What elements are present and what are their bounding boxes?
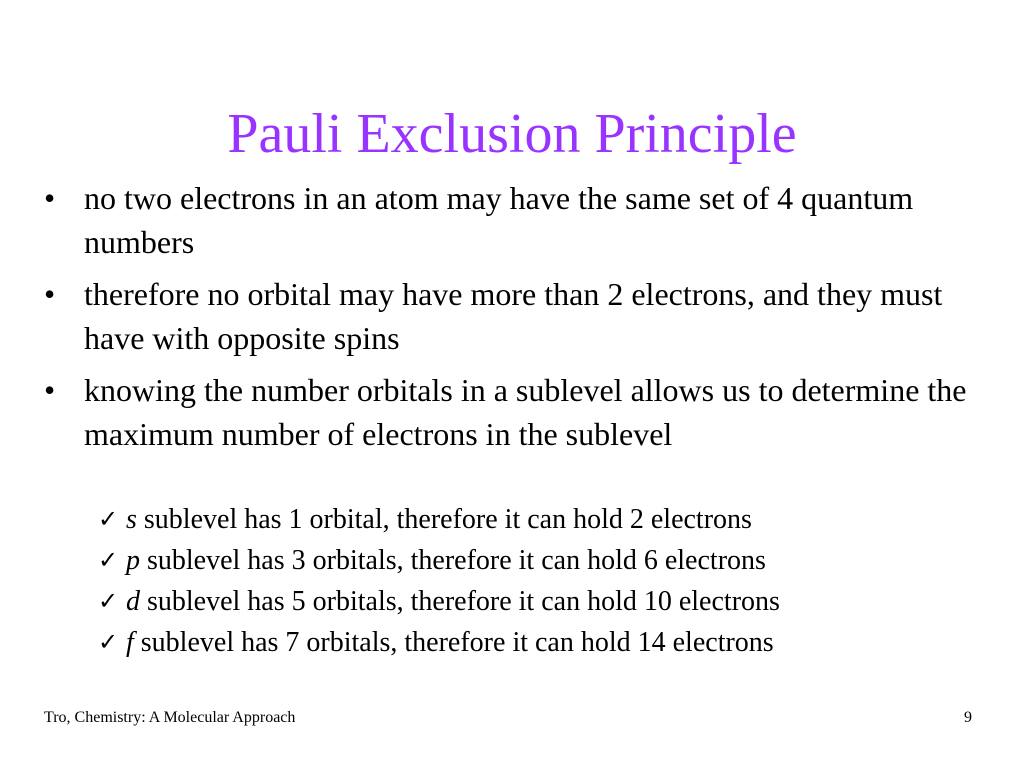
- sublevel-list: [98, 502, 978, 666]
- sublevel-item: [98, 502, 978, 537]
- sublevel-letter: d: [126, 586, 140, 617]
- sublevel-text: sublevel has 3 orbitals, therefore it can hold 6 electrons: [140, 545, 766, 576]
- checkmark-icon: ✓: [98, 628, 119, 656]
- sublevel-item: [98, 543, 978, 578]
- sublevel-text: sublevel has 1 orbital, therefore it can hold 2 electrons: [136, 504, 752, 535]
- sublevel-letter: f: [126, 627, 134, 658]
- bullet-text: therefore no orbital may have more than 2 electrons, and they must have with opposite spins: [84, 276, 943, 356]
- sublevel-item: [98, 625, 978, 660]
- sublevel-text: sublevel has 5 orbitals, therefore it can hold 10 electrons: [140, 586, 780, 617]
- bullet-icon: •: [44, 372, 56, 408]
- bullet-list: [44, 176, 974, 464]
- bullet-item: [44, 176, 974, 264]
- bullet-text: no two electrons in an atom may have the same set of 4 quantum numbers: [84, 180, 914, 260]
- checkmark-icon: ✓: [98, 546, 119, 574]
- page-number: 9: [964, 709, 972, 726]
- sublevel-item: [98, 584, 978, 619]
- checkmark-icon: ✓: [98, 505, 119, 533]
- bullet-text: knowing the number orbitals in a sublevel allows us to determine the maximum number of electrons in the sublevel: [84, 372, 967, 452]
- bullet-item: [44, 368, 974, 456]
- footer-source: Tro, Chemistry: A Molecular Approach: [44, 709, 296, 726]
- bullet-icon: •: [44, 276, 56, 312]
- checkmark-icon: ✓: [98, 587, 119, 615]
- slide-title: Pauli Exclusion Principle: [227, 103, 797, 165]
- sublevel-letter: p: [126, 545, 140, 576]
- sublevel-text: sublevel has 7 orbitals, therefore it can hold 14 electrons: [133, 627, 774, 658]
- bullet-item: [44, 272, 974, 360]
- sublevel-letter: s: [126, 504, 137, 535]
- bullet-icon: •: [44, 180, 56, 216]
